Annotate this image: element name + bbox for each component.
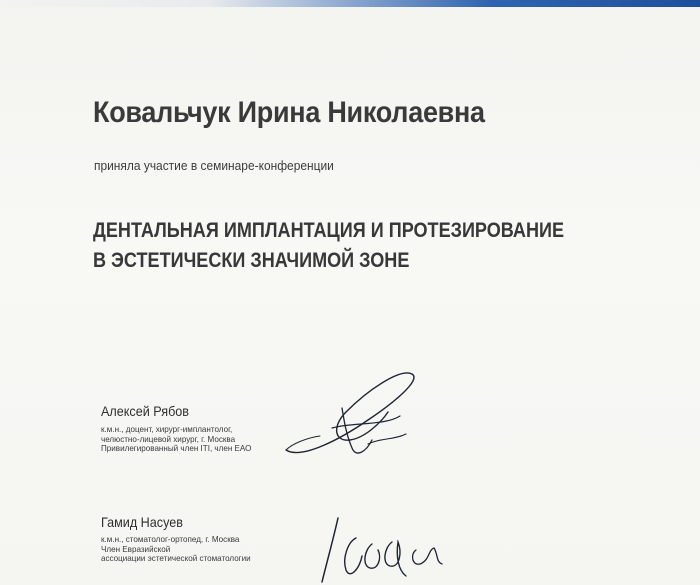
signatory-2-name: Гамид Насуев [101, 514, 183, 530]
signatory-2-description-line-1: к.м.н., стоматолог-ортопед, г. Москва [101, 534, 240, 544]
signature-2-image [312, 508, 452, 585]
signatory-1-description-line-1: к.м.н., доцент, хирург-имплантолог, [101, 424, 233, 434]
recipient-name: Ковальчук Ирина Николаевна [93, 96, 485, 129]
event-title-line-2: В ЭСТЕТИЧЕСКИ ЗНАЧИМОЙ ЗОНЕ [93, 249, 410, 272]
signatory-2-description-line-3: ассоциации эстетической стоматологии [101, 553, 251, 563]
signatory-2-description-line-2: Член Евразийской [101, 543, 171, 554]
top-decorative-band [0, 0, 700, 7]
signatory-1-description-line-2: челюстно-лицевой хирург, г. Москва [101, 433, 236, 444]
signatory-1-description [101, 425, 251, 454]
signatory-1-name: Алексей Рябов [101, 403, 190, 419]
signature-1-image [272, 368, 442, 468]
signatory-1-description-line-3: Привилегированный член ITI, член ЕАО [101, 443, 252, 453]
event-title [93, 216, 564, 276]
participation-text: приняла участие в семинаре-конференции [94, 158, 334, 173]
event-title-line-1: ДЕНТАЛЬНАЯ ИМПЛАНТАЦИЯ И ПРОТЕЗИРОВАНИЕ [93, 219, 565, 242]
signatory-2-description [101, 535, 251, 564]
